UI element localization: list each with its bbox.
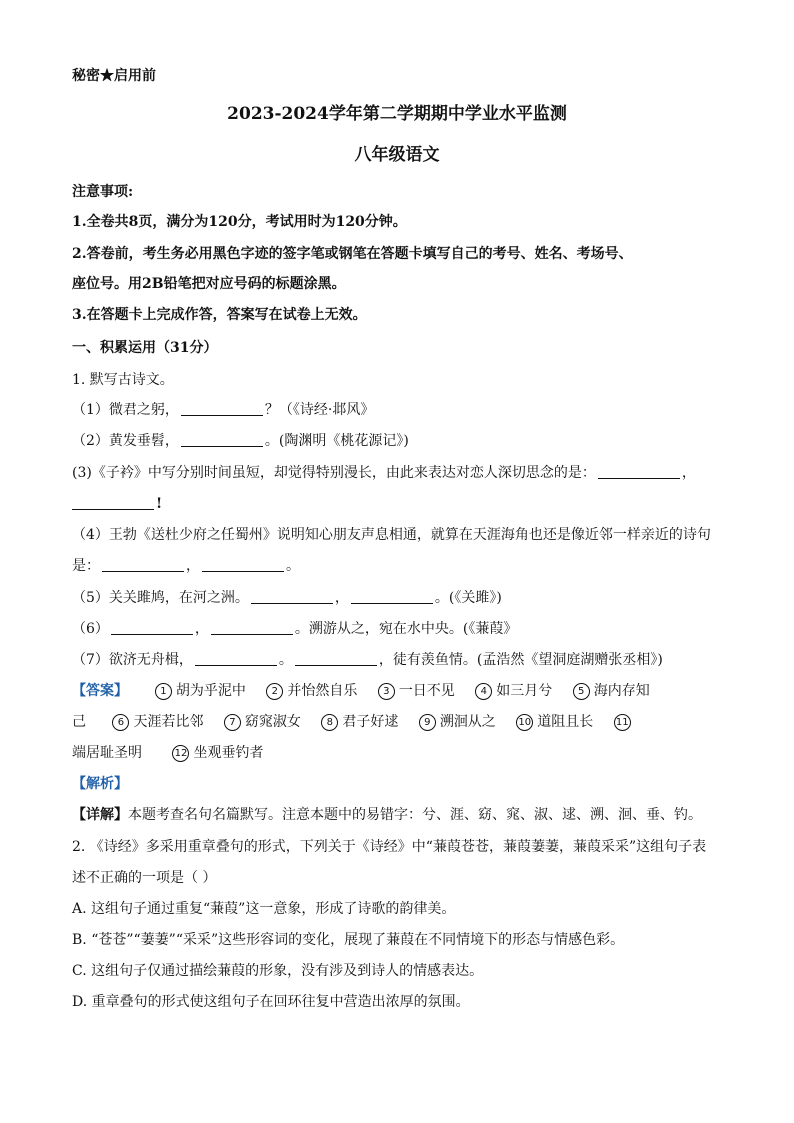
- q1-line-2: [72, 431, 409, 451]
- answer-blank[interactable]: [351, 589, 433, 604]
- notice-item-2b: 座位号。用2B铅笔把对应号码的标题涂黑。: [72, 276, 346, 292]
- circled-number: 7: [224, 714, 241, 731]
- q1-line-1: [72, 400, 374, 420]
- circled-number: 9: [419, 714, 436, 731]
- notice-item-1: 1.全卷共8页，满分为120分，考试用时为120分钟。: [72, 214, 407, 230]
- q1-line-4-text-d: 。: [286, 558, 300, 574]
- section-heading: 一、积累运用（31分）: [72, 340, 218, 356]
- circled-number: 2: [266, 683, 283, 700]
- circled-number: 5: [573, 683, 590, 700]
- detail-tag: 【详解】: [72, 807, 128, 823]
- circled-number: 10: [516, 714, 533, 731]
- q1-line-3: [72, 463, 696, 483]
- secret-label: 秘密★启用前: [72, 68, 156, 84]
- q1-line-3-cont: [72, 494, 162, 514]
- answer-row-1: [72, 681, 650, 701]
- answer-text: 一日不见: [398, 683, 455, 699]
- circled-number: 4: [475, 683, 492, 700]
- answer-blank[interactable]: [251, 589, 333, 604]
- q2-option-a[interactable]: A. 这组句子通过重复“蒹葭”这一意象，形成了诗歌的韵律美。: [72, 901, 456, 917]
- q2-stem-2: 述不正确的一项是（ ）: [72, 870, 217, 886]
- answer-row-2: [72, 712, 635, 732]
- answer-text: 道阻且长: [537, 714, 594, 730]
- answer-text: 天涯若比邻: [133, 714, 204, 730]
- answer-item: [378, 683, 455, 699]
- q1-line-5-text-b: ，: [334, 590, 349, 606]
- answer-item: [516, 714, 593, 730]
- analysis-tag: 【解析】: [72, 776, 128, 792]
- q2-option-d[interactable]: D. 重章叠句的形式使这组句子在回环往复中营造出浓厚的氛围。: [72, 994, 470, 1010]
- q1-line-7-text-b: 。: [278, 652, 293, 668]
- detail-text: 本题考查名句名篇默写。注意本题中的易错字：兮、涯、窈、窕、淑、逑、溯、洄、垂、钓。: [128, 807, 702, 823]
- answer-item: [112, 714, 203, 730]
- q1-line-7-text-a: （7）欲济无舟楫，: [72, 652, 193, 668]
- q1-stem: 1. 默写古诗文。: [72, 372, 174, 388]
- answer-blank[interactable]: [295, 651, 377, 666]
- answer-tag: 【答案】: [72, 683, 128, 699]
- circled-number: 3: [378, 683, 395, 700]
- q1-line-6: [72, 619, 517, 639]
- q1-line-5-text-c: 。(《关雎》): [434, 590, 502, 606]
- q1-line-6-text-c: 。溯游从之，宛在水中央。(《蒹葭》: [294, 621, 518, 637]
- answer-blank[interactable]: [211, 620, 293, 635]
- q1-line-2-text-b: 。(陶渊明《桃花源记》): [264, 433, 409, 449]
- q1-line-1-text-a: （1）微君之躬，: [72, 402, 179, 418]
- circled-number: 12: [172, 745, 189, 762]
- circled-number: 1: [155, 683, 172, 700]
- q2-option-c[interactable]: C. 这组句子仅通过描绘蒹葭的形象，没有涉及到诗人的情感表达。: [72, 963, 484, 979]
- q1-line-3-text-b: ，: [681, 465, 696, 481]
- q2-stem-1: 2. 《诗经》多采用重章叠句的形式，下列关于《诗经》中“蒹葭苍苍，蒹葭萋萋，蒹葭采采”这组句子表: [72, 839, 707, 855]
- q1-line-5: [72, 588, 502, 608]
- q1-line-4: （4）王勃《送杜少府之任蜀州》说明知心朋友声息相通，就算在天涯海角也还是像近邻一样亲近的诗句: [72, 527, 711, 543]
- answer-text: 如三月兮: [496, 683, 553, 699]
- q1-line-4-text-c: ，: [186, 558, 200, 574]
- q1-line-5-text-a: （5）关关雎鸠，在河之洲。: [72, 590, 249, 606]
- answer-item: [573, 683, 650, 699]
- answer-text: 海内存知: [593, 683, 650, 699]
- answer-blank[interactable]: [111, 620, 193, 635]
- answer-item: [224, 714, 301, 730]
- answer-item: [172, 745, 263, 761]
- exam-title: 2023-2024学年第二学期期中学业水平监测: [227, 104, 567, 124]
- answer-item: [266, 683, 357, 699]
- q1-line-6-text-a: （6）: [72, 621, 109, 637]
- answer-blank[interactable]: [181, 432, 263, 447]
- q1-line-6-text-b: ，: [194, 621, 209, 637]
- answer-text: 君子好逑: [342, 714, 399, 730]
- answer-text: 己: [72, 714, 86, 730]
- circled-number: 8: [321, 714, 338, 731]
- answer-item: [321, 714, 398, 730]
- circled-number: 11: [614, 714, 631, 731]
- circled-number: 6: [112, 714, 129, 731]
- answer-text: 并怡然自乐: [287, 683, 358, 699]
- answer-item: [419, 714, 496, 730]
- answer-blank[interactable]: [181, 401, 263, 416]
- q1-line-1-text-b: ？（《诗经·邶风》: [264, 402, 375, 418]
- answer-blank[interactable]: [195, 651, 277, 666]
- answer-text: 端居耻圣明: [72, 745, 142, 761]
- answer-text: 坐观垂钓者: [193, 745, 264, 761]
- answer-row-3: [72, 743, 279, 763]
- answer-blank[interactable]: [72, 495, 154, 510]
- q1-line-2-text-a: （2）黄发垂髫，: [72, 433, 179, 449]
- answer-blank[interactable]: [102, 557, 184, 572]
- answer-text: 溯洄从之: [439, 714, 496, 730]
- analysis-detail: [72, 805, 702, 825]
- q1-line-4-text-b: 是：: [72, 558, 100, 574]
- answer-text: 窈窕淑女: [244, 714, 301, 730]
- answer-blank[interactable]: [598, 464, 680, 479]
- answer-item: [475, 683, 552, 699]
- q1-line-3-text-a: (3)《子衿》中写分别时间虽短，却觉得特别漫长，由此来表达对恋人深切思念的是：: [72, 465, 596, 481]
- exam-subtitle: 八年级语文: [354, 145, 440, 165]
- q2-option-b[interactable]: B. “苍苍”“萋萋”“采采”这些形容词的变化，展现了蒹葭在不同情境下的形态与情感色彩。: [72, 932, 625, 948]
- notice-item-3: 3.在答题卡上完成作答，答案写在试卷上无效。: [72, 307, 367, 323]
- answer-item: [614, 714, 635, 730]
- answer-item: [155, 683, 246, 699]
- q1-line-3-text-c: !: [156, 496, 163, 512]
- q1-line-7: [72, 650, 663, 670]
- answer-text: 胡为乎泥中: [175, 683, 246, 699]
- answer-blank[interactable]: [202, 557, 284, 572]
- notice-heading: 注意事项:: [72, 184, 134, 200]
- notice-item-2a: 2.答卷前，考生务必用黑色字迹的签字笔或钢笔在答题卡填写自己的考号、姓名、考场号、: [72, 246, 633, 262]
- q1-line-7-text-c: ，徒有羡鱼情。(孟浩然《望洞庭湖赠张丞相》): [378, 652, 663, 668]
- q1-line-4-cont: [72, 556, 300, 576]
